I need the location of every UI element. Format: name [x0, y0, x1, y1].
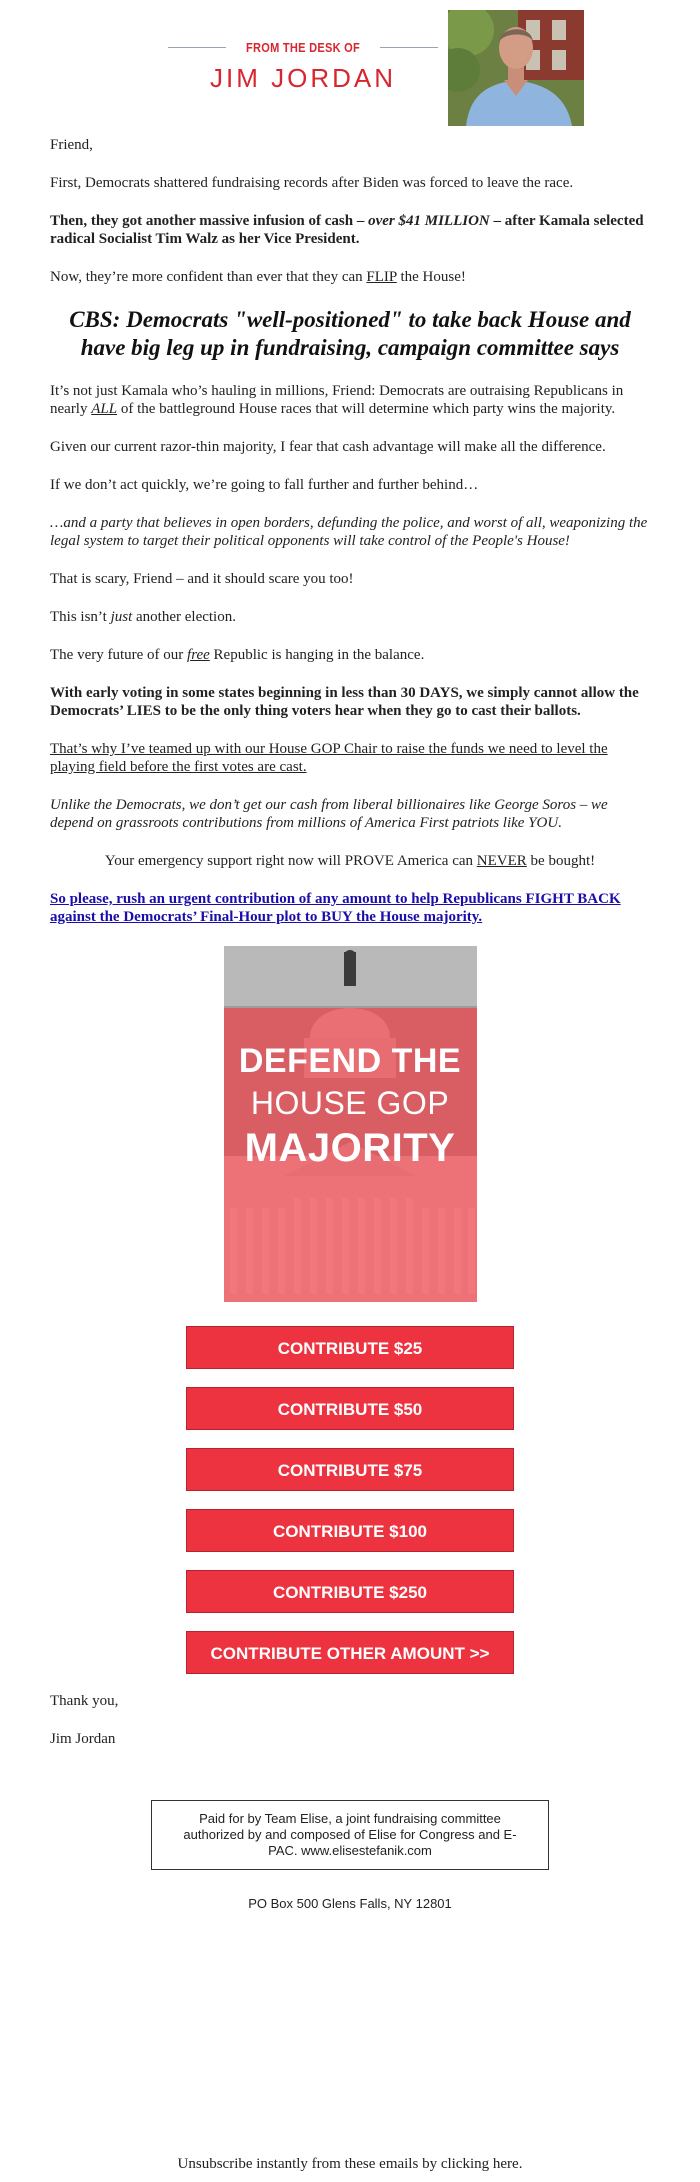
graphic-line-1: DEFEND THE	[238, 1042, 462, 1080]
paragraph: Unlike the Democrats, we don’t get our cash from liberal billionaires like George Soros – we depend on grassroots contributions from millions of America First patriots like YOU.	[50, 797, 608, 831]
text-run: be bought!	[526, 853, 596, 869]
text-run: Your emergency support right now will PROVE America can	[104, 853, 477, 869]
text-run: another election.	[132, 609, 236, 625]
emphasis-text: NEVER	[476, 853, 527, 869]
contribute-75-button[interactable]: CONTRIBUTE $75	[186, 1448, 514, 1491]
thanks-text: Thank you,	[50, 1693, 119, 1709]
mailing-address: PO Box 500 Glens Falls, NY 12801	[248, 1896, 452, 1911]
text-run: The very future of our	[50, 647, 188, 663]
text-run: – after Kamala selected radical Socialist Tim Walz as her Vice President.	[50, 213, 644, 247]
text-run: Now, they’re more confident than ever that they can	[50, 269, 367, 285]
sender-name-logo: JIM JORDAN	[210, 63, 396, 93]
signature-name: Jim Jordan	[50, 1731, 116, 1747]
divider	[168, 47, 226, 48]
graphic-line-3: MAJORITY	[244, 1126, 456, 1170]
contribute-100-button[interactable]: CONTRIBUTE $100	[186, 1509, 514, 1552]
portrait-image	[448, 10, 584, 126]
contribute-25-button[interactable]: CONTRIBUTE $25	[186, 1326, 514, 1369]
contribute-link[interactable]: So please, rush an urgent contribution of any amount to help Republicans FIGHT BACK against the Democrats’ Final-Hour plot to BUY the House majority.	[50, 891, 621, 925]
text-run: Then, they got another massive infusion of cash –	[50, 213, 369, 229]
paragraph	[50, 890, 650, 926]
emphasis-text: FLIP	[366, 269, 397, 285]
text-run: the House!	[396, 269, 466, 285]
paragraph	[50, 646, 650, 664]
signoff	[50, 1692, 650, 1748]
paragraph	[50, 268, 650, 286]
paragraph: Given our current razor-thin majority, I fear that cash advantage will make all the difference.	[50, 439, 606, 455]
text-run: of the battleground House races that will determine which party wins the majority.	[117, 401, 616, 417]
contribute-50-button[interactable]: CONTRIBUTE $50	[186, 1387, 514, 1430]
text-run: This isn’t	[50, 609, 111, 625]
news-headline: CBS: Democrats "well-positioned" to take back House and have big leg up in fundraising, campaign committee says	[69, 307, 631, 360]
divider	[380, 47, 438, 48]
unsubscribe-link[interactable]: Unsubscribe instantly from these emails by clicking here.	[177, 2156, 523, 2172]
emphasis-text: ALL	[91, 401, 118, 417]
email-header	[50, 10, 650, 136]
paragraph: That’s why I’ve teamed up with our House GOP Chair to raise the funds we need to level the playing field before the first votes are cast.	[50, 741, 608, 775]
paragraph	[50, 212, 650, 248]
paragraph: With early voting in some states beginning in less than 30 DAYS, we simply cannot allow the Democrats’ LIES to be the only thing voters hear when they go to cast their ballots.	[50, 685, 639, 719]
header-branding	[168, 40, 438, 94]
text-run: Republic is hanging in the balance.	[209, 647, 425, 663]
capitol-image	[224, 946, 477, 1302]
paragraph: First, Democrats shattered fundraising records after Biden was forced to leave the race.	[50, 175, 574, 191]
from-the-desk-label: FROM THE DESK OF	[246, 40, 360, 55]
paragraph: If we don’t act quickly, we’re going to fall further and further behind…	[50, 477, 479, 493]
emphasis-text: just	[110, 609, 133, 625]
graphic-line-2: HOUSE GOP	[250, 1085, 450, 1121]
paid-for-disclaimer: Paid for by Team Elise, a joint fundraising committee authorized by and composed of Elise for Congress and E-PAC. www.elisestefanik.com	[151, 1800, 549, 1870]
emphasis-text: free	[187, 647, 210, 663]
desk-line	[168, 40, 438, 55]
defend-majority-graphic[interactable]	[224, 946, 477, 1302]
text-run: It’s not just Kamala who’s hauling in millions, Friend: Democrats are outraising Republicans in nearly	[50, 383, 624, 417]
paragraph: …and a party that believes in open borders, defunding the police, and worst of all, weaponizing the legal system to target their political opponents will take control of the People's House!	[50, 515, 648, 549]
paragraph	[50, 852, 650, 870]
contribute-250-button[interactable]: CONTRIBUTE $250	[186, 1570, 514, 1613]
paragraph: That is scary, Friend – and it should scare you too!	[50, 571, 354, 587]
paragraph	[50, 608, 650, 626]
paragraph	[50, 382, 650, 418]
greeting: Friend,	[50, 137, 93, 153]
contribute-other-button[interactable]: CONTRIBUTE OTHER AMOUNT >>	[186, 1631, 514, 1674]
sender-photo	[448, 10, 584, 126]
emphasis-text: over $41 MILLION	[368, 213, 490, 229]
email-body	[50, 136, 650, 926]
contribution-buttons	[186, 1326, 514, 1674]
